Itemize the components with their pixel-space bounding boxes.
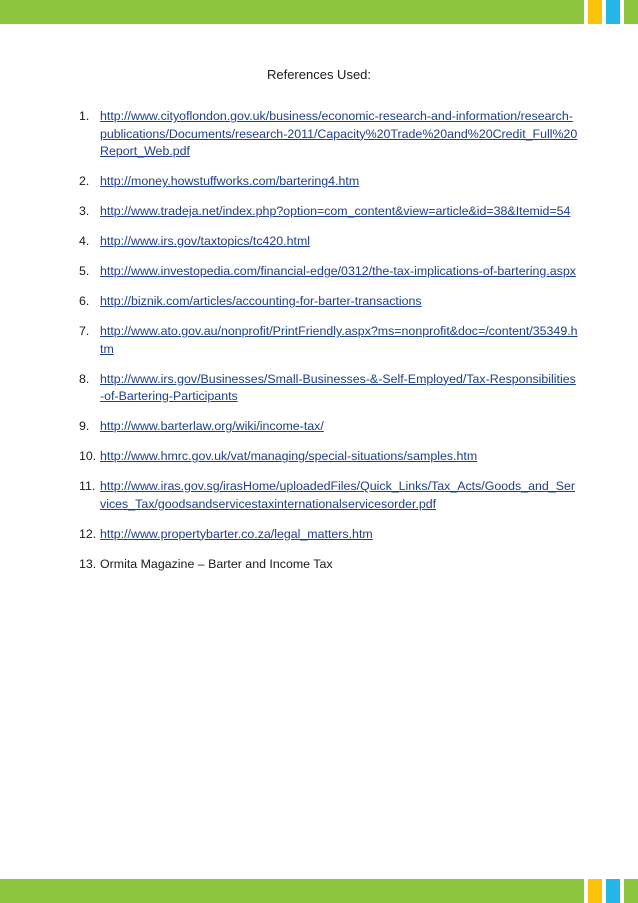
bottom-color-band xyxy=(0,879,638,903)
reference-number: 6. xyxy=(79,294,90,308)
reference-item xyxy=(79,323,579,358)
reference-item xyxy=(79,526,579,544)
reference-link[interactable]: http://www.barterlaw.org/wiki/income-tax/ xyxy=(100,419,324,433)
top-blue-square xyxy=(606,0,620,24)
reference-link[interactable]: http://www.hmrc.gov.uk/vat/managing/special-situations/samples.htm xyxy=(100,449,478,463)
reference-number: 8. xyxy=(79,371,90,386)
reference-text: Ormita Magazine – Barter and Income Tax xyxy=(100,556,333,571)
reference-number: 1. xyxy=(79,109,90,123)
reference-number: 11. xyxy=(79,479,96,493)
reference-item xyxy=(79,448,579,466)
reference-number: 7. xyxy=(79,324,90,338)
reference-link[interactable]: http://money.howstuffworks.com/bartering4.htm xyxy=(100,174,360,188)
reference-link[interactable]: http://www.irs.gov/taxtopics/tc420.html xyxy=(100,234,311,248)
reference-link[interactable]: http://www.iras.gov.sg/irasHome/uploadedFiles/Quick_Links/Tax_Acts/Goods_and_Services_Tax/goodsandservicestaxinternationalservicesorder.pdf xyxy=(100,479,575,511)
bottom-green-bar xyxy=(0,879,584,903)
page-title: References Used: xyxy=(266,67,372,82)
top-green-bar xyxy=(0,0,584,24)
reference-number: 10. xyxy=(79,449,97,463)
reference-link[interactable]: http://www.tradeja.net/index.php?option=com_content&view=article&id=38&Itemid=54 xyxy=(100,204,571,218)
bottom-green-square xyxy=(624,879,638,903)
reference-link[interactable]: http://www.investopedia.com/financial-edge/0312/the-tax-implications-of-bartering.aspx xyxy=(100,264,576,278)
top-green-square xyxy=(624,0,638,24)
reference-number: 12. xyxy=(79,526,97,541)
reference-item xyxy=(79,233,579,251)
reference-item xyxy=(79,263,579,281)
reference-number: 5. xyxy=(79,264,90,278)
reference-item xyxy=(79,203,579,221)
reference-item xyxy=(79,478,579,513)
reference-link[interactable]: http://biznik.com/articles/accounting-for-barter-transactions xyxy=(100,294,422,308)
reference-number: 13. xyxy=(79,556,97,571)
reference-number: 3. xyxy=(79,204,90,218)
reference-item xyxy=(79,173,579,191)
reference-item xyxy=(79,371,579,406)
reference-number: 9. xyxy=(79,419,90,433)
reference-link[interactable]: http://www.irs.gov/Businesses/Small-Businesses-&-Self-Employed/Tax-Responsibilities-of-Bartering-Participants xyxy=(100,371,576,403)
reference-item xyxy=(79,293,579,311)
top-color-band xyxy=(0,0,638,24)
reference-item xyxy=(79,418,579,436)
top-yellow-square xyxy=(588,0,602,24)
bottom-blue-square xyxy=(606,879,620,903)
bottom-yellow-square xyxy=(588,879,602,903)
reference-item xyxy=(79,556,579,574)
reference-link[interactable]: http://www.ato.gov.au/nonprofit/PrintFriendly.aspx?ms=nonprofit&doc=/content/35349.htm xyxy=(100,324,578,356)
reference-number: 2. xyxy=(79,174,90,188)
reference-number: 4. xyxy=(79,234,90,248)
references-list xyxy=(79,108,579,586)
reference-link[interactable]: http://www.propertybarter.co.za/legal_matters.htm xyxy=(100,526,373,541)
reference-item xyxy=(79,108,579,161)
reference-link[interactable]: http://www.cityoflondon.gov.uk/business/economic-research-and-information/research-publications/Documents/research-2011/Capacity%20Trade%20and%20Credit_Full%20Report_Web.pdf xyxy=(100,109,578,158)
